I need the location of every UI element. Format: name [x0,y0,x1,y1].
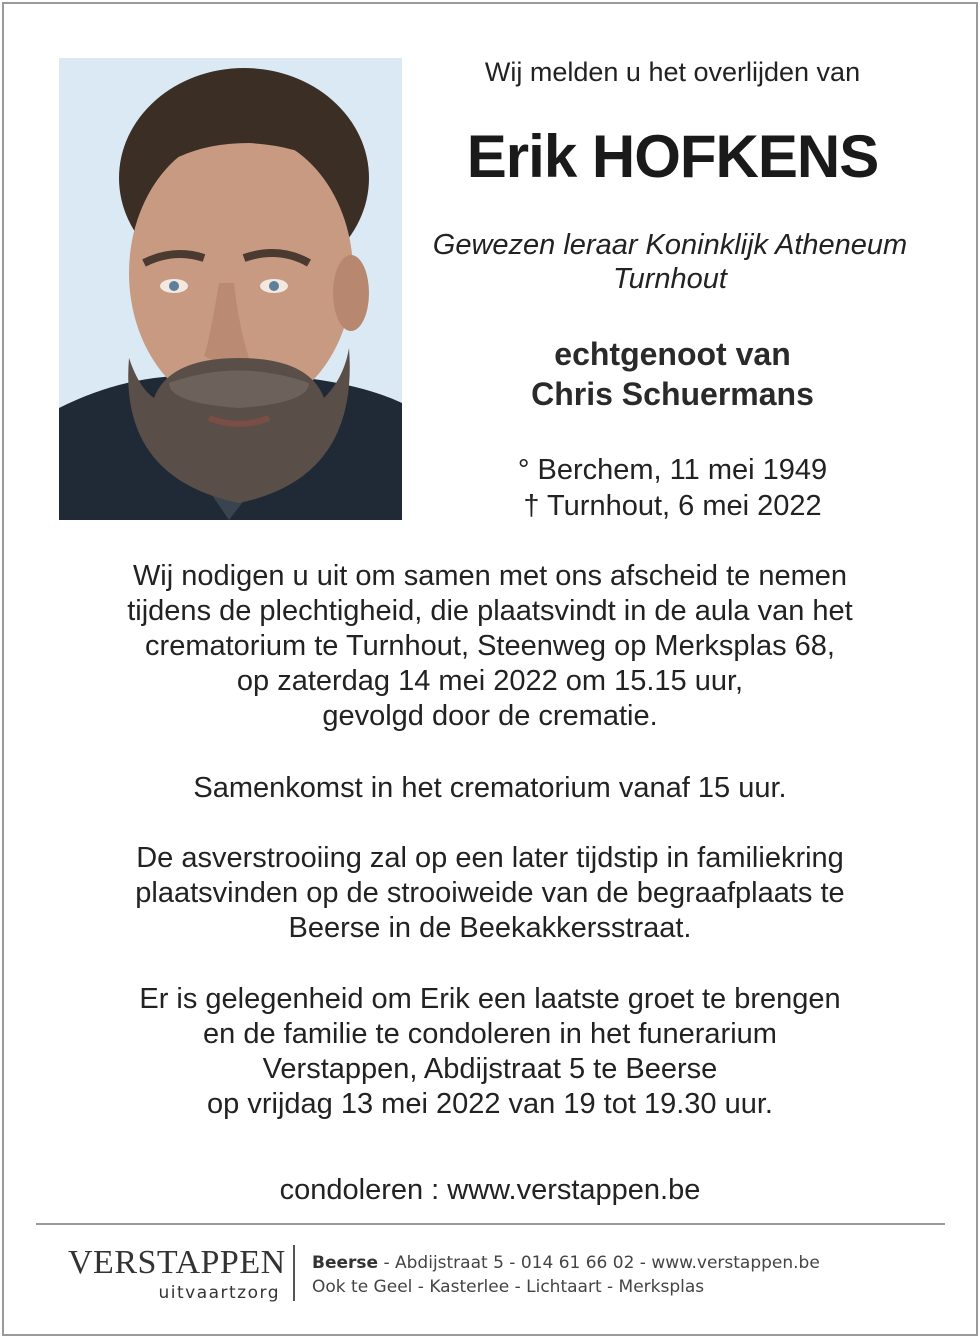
gathering-info [60,771,920,806]
announcement: Wij melden u het overlijden van [484,57,861,87]
farewell-line: en de familie te condoleren in het funerarium [203,1018,777,1050]
farewell-info [60,982,920,1122]
ceremony-line: tijdens de plechtigheid, die plaatsvindt in de aula van het [127,595,853,627]
footer-contact [312,1251,820,1299]
verstappen-logo [68,1243,286,1303]
logo-name: VERSTAPPEN [68,1244,286,1281]
scattering-line: plaatsvinden op de strooiweide van de begraafplaats te [135,877,845,909]
occupation [410,228,930,296]
ash-scattering-info [60,841,920,946]
birth-date: ° Berchem, 11 mei 1949 [517,454,828,486]
farewell-line: op vrijdag 13 mei 2022 van 19 tot 19.30 uur. [207,1088,773,1120]
death-date: † Turnhout, 6 mei 2022 [523,490,822,522]
gathering-line: Samenkomst in het crematorium vanaf 15 uur. [193,772,787,804]
scattering-line: Beerse in de Beekakkersstraat. [288,912,692,944]
condolences-info [60,1173,920,1208]
logo-subtitle: uitvaartzorg [158,1283,280,1303]
ceremony-line: op zaterdag 14 mei 2022 om 15.15 uur, [236,665,744,697]
footer-branches: Ook te Geel - Kasterlee - Lichtaart - Merksplas [312,1277,705,1297]
deceased-name: Erik HOFKENS [466,123,879,190]
spouse-name: Chris Schuermans [531,376,814,412]
ceremony-line: gevolgd door de crematie. [322,700,658,732]
occupation-line: Gewezen leraar Koninklijk Atheneum [432,229,908,261]
ceremony-invitation [60,559,920,734]
footer-location: Beerse [312,1253,379,1273]
occupation-line: Turnhout [613,263,727,295]
ceremony-line: crematorium te Turnhout, Steenweg op Merksplas 68, [145,630,835,662]
ceremony-line: Wij nodigen u uit om samen met ons afscheid te nemen [132,560,848,592]
logo-separator [293,1245,295,1301]
spouse-label: echtgenoot van [554,336,791,372]
spouse [420,334,925,414]
farewell-line: Er is gelegenheid om Erik een laatste groet te brengen [139,983,841,1015]
life-dates [420,452,925,524]
farewell-line: Verstappen, Abdijstraat 5 te Beerse [262,1053,718,1085]
portrait-photo [59,58,402,520]
condolences-link[interactable]: condoleren : www.verstappen.be [279,1174,701,1206]
scattering-line: De asverstrooiing zal op een later tijdstip in familiekring [136,842,844,874]
footer-divider [36,1223,945,1225]
footer-address [312,1251,820,1275]
footer-address-line: - Abdijstraat 5 - 014 61 66 02 - www.verstappen.be [378,1253,820,1273]
